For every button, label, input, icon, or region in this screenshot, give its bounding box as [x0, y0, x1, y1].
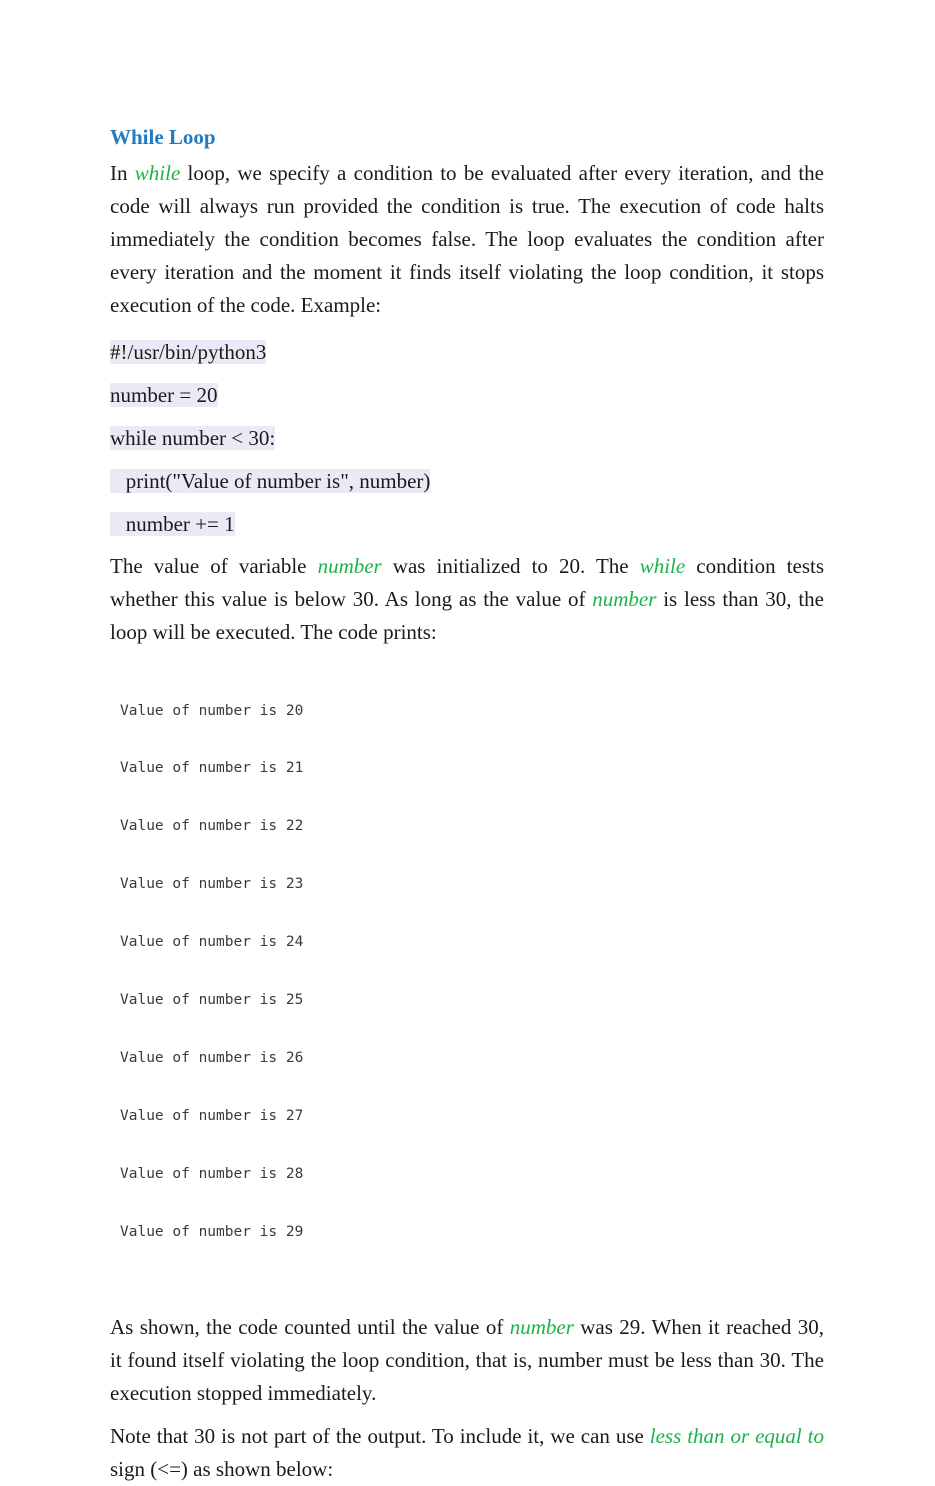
- intro-text: loop, we specify a condition to be evaluated after every iteration, and the code will always run provided the condition is true. The execution of code halts immediately the condition becomes false. The loop evaluates the condition after every iteration and the moment it finds itself violating the loop condition, it stops execution of the code. Example:: [110, 161, 824, 317]
- output-line: Value of number is 29: [120, 1223, 304, 1240]
- explain-paragraph: The value of variable number was initialized to 20. The while condition tests whether this value is below 30. As long as the value of number is less than 30, the loop will be executed. The code prints:: [110, 554, 824, 644]
- code-line: #!/usr/bin/python3: [110, 340, 267, 364]
- keyword-less-than-or-equal: less than or equal to: [649, 1423, 825, 1448]
- intro-text: In: [110, 161, 135, 185]
- output-line: Value of number is 25: [120, 992, 304, 1009]
- output-line: Value of number is 27: [120, 1107, 304, 1124]
- code-line: while number < 30:: [110, 426, 276, 450]
- keyword-number: number: [317, 554, 382, 578]
- keyword-number: number: [509, 1314, 574, 1339]
- code-block: [110, 339, 824, 537]
- section-heading: While Loop: [110, 125, 216, 149]
- code-line: number += 1: [110, 512, 235, 536]
- document-page: [110, 122, 824, 1486]
- keyword-while: while: [134, 161, 181, 185]
- output-line: Value of number is 24: [120, 934, 304, 951]
- code-line: print("Value of number is", number): [110, 469, 431, 493]
- shown-paragraph: As shown, the code counted until the value of number was 29. When it reached 30, it found itself violating the loop condition, that is, number must be less than 30. The execution stopped immediately.: [110, 1314, 824, 1405]
- output-line: Value of number is 23: [120, 876, 304, 893]
- keyword-while: while: [639, 554, 686, 578]
- output-line: Value of number is 26: [120, 1049, 304, 1066]
- output-line: Value of number is 22: [120, 818, 304, 835]
- output-line: Value of number is 20: [120, 702, 304, 719]
- output-line: Value of number is 21: [120, 760, 304, 777]
- console-output: [120, 663, 824, 1281]
- keyword-number: number: [592, 587, 657, 611]
- note-paragraph: Note that 30 is not part of the output. To include it, we can use less than or equal to sign (<=) as shown below:: [110, 1423, 825, 1481]
- output-line: Value of number is 28: [120, 1165, 304, 1182]
- code-line: number = 20: [110, 383, 218, 407]
- intro-paragraph: [110, 157, 824, 322]
